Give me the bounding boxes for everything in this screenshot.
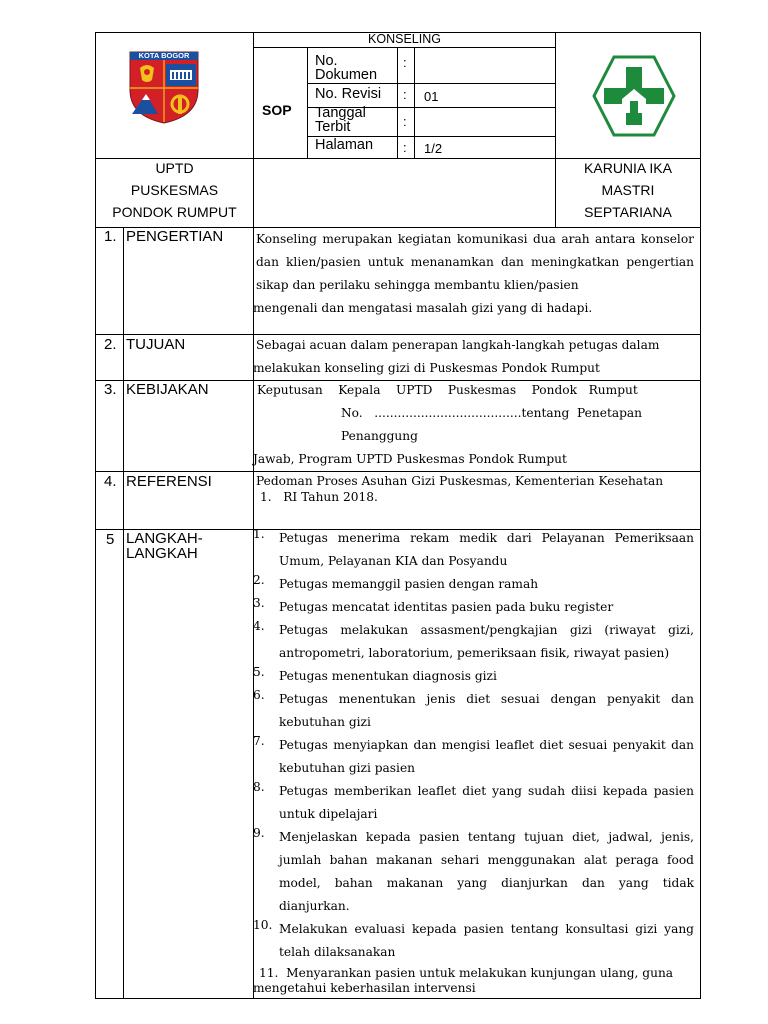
section-title-langkah: LANGKAH- LANGKAH [126, 530, 203, 562]
step-line: Melakukan evaluasi kepada pasien tentang konsultasi gizi yang [279, 922, 694, 936]
sop-label: SOP [262, 102, 292, 118]
section-number: 3. [104, 381, 117, 398]
step-item [253, 665, 694, 688]
referensi-text: Pedoman Proses Asuhan Gizi Puskesmas, Kementerian Kesehatan 1. RI Tahun 2018. [256, 474, 664, 504]
step-line: Petugas mencatat identitas pasien pada buku register [279, 600, 614, 614]
step-item [253, 573, 694, 596]
meta-label-tanggal: Tanggal Terbit [315, 105, 366, 135]
step-number: 6. [253, 688, 265, 702]
step-item [253, 688, 694, 734]
kota-bogor-emblem [128, 50, 200, 124]
step-line: jumlah bahan makanan sehari menggunakan alat peraga food [279, 853, 694, 867]
section-title-kebijakan: KEBIJAKAN [126, 381, 209, 398]
step-line: Petugas melakukan assasment/pengkajian gizi (riwayat gizi, [279, 623, 694, 637]
step-line: untuk dipelajari [279, 807, 378, 821]
section-title-pengertian: PENGERTIAN [126, 228, 224, 245]
step-line: kebutuhan gizi pasien [279, 761, 416, 775]
step-line: Petugas menentukan diagnosis gizi [279, 669, 497, 683]
section-number: 4. [104, 473, 117, 490]
step-line: Petugas menyiapkan dan mengisi leaflet diet sesuai penyakit dan [279, 738, 694, 752]
step-line: Umum, Pelayanan KIA dan Posyandu [279, 554, 508, 568]
pengertian-text: Konseling merupakan kegiatan komunikasi dua arah antara konselor dan klien/pasien untuk menanamkan dan meningkatkan pengertian sikap dan perilaku sehingga membantu klien/pasien mengenali dan mengatasi masalah gizi yang di hadapi. [253, 232, 694, 315]
step-line: Petugas menentukan jenis diet sesuai dengan penyakit dan [279, 692, 694, 706]
org-name: UPTD PUSKESMAS PONDOK RUMPUT [112, 160, 237, 220]
steps-list [253, 527, 694, 964]
step-line: Petugas memberikan leaflet diet yang sudah diisi kepada pasien [279, 784, 694, 798]
emblem-label: KOTA BOGOR [138, 51, 190, 60]
step-item [253, 734, 694, 780]
step-item [253, 918, 694, 964]
step-line: dianjurkan. [279, 899, 350, 913]
document-title: KONSELING [368, 32, 441, 46]
langkah-steps [253, 527, 694, 964]
step-line: Petugas memanggil pasien dengan ramah [279, 577, 539, 591]
step-number: 4. [253, 619, 265, 633]
signer-name: KARUNIA IKA MASTRI SEPTARIANA [584, 160, 672, 220]
step-number: 5. [253, 665, 265, 679]
section-number: 5 [106, 531, 115, 548]
section-title-tujuan: TUJUAN [126, 336, 186, 353]
step-item [253, 780, 694, 826]
step-number: 1. [253, 527, 265, 541]
tujuan-text: Sebagai acuan dalam penerapan langkah-langkah petugas dalam melakukan konseling gizi di Puskesmas Pondok Rumput [253, 338, 660, 375]
step-item [253, 596, 694, 619]
step-number: 10. [253, 918, 273, 932]
step-number: 2. [253, 573, 265, 587]
step-line: kebutuhan gizi [279, 715, 371, 729]
meta-value-halaman: 1/2 [424, 141, 443, 156]
section-number: 1. [104, 228, 117, 245]
step-line: Menjelaskan kepada pasien tentang tujuan diet, jadwal, jenis, [279, 830, 694, 844]
meta-value-revisi: 01 [424, 89, 439, 104]
step-line: antropometri, laboratorium, pemeriksaan fisik, riwayat pasien) [279, 646, 670, 660]
step-line: telah dilaksanakan [279, 945, 396, 959]
step-item [253, 619, 694, 665]
meta-label-revisi: No. Revisi [315, 86, 382, 102]
step-line: Petugas menerima rekam medik dari Pelayanan Pemeriksaan [279, 531, 694, 545]
step-11: 11. Menyarankan pasien untuk melakukan kunjungan ulang, guna mengetahui keberhasilan intervensi [253, 966, 674, 995]
step-number: 9. [253, 826, 265, 840]
step-item [253, 527, 694, 573]
step-number: 8. [253, 780, 265, 794]
step-number: 7. [253, 734, 265, 748]
meta-label-dokumen: No. Dokumen [315, 53, 378, 83]
step-item [253, 826, 694, 918]
meta-colon: : [403, 55, 407, 70]
meta-colon: : [403, 140, 407, 155]
step-number: 3. [253, 596, 265, 610]
step-line: model, bahan makanan yang dianjurkan dan yang tidak [279, 876, 694, 890]
meta-label-halaman: Halaman [315, 137, 374, 153]
kebijakan-text: Keputusan Kepala UPTD Puskesmas Pondok Rumput No. ......................................tentang Penetapan Penanggung Jawab, Program UPTD Puskesmas Pondok Rumput [253, 383, 643, 466]
section-title-referensi: REFERENSI [126, 473, 212, 490]
section-number: 2. [104, 336, 117, 353]
meta-colon: : [403, 114, 407, 129]
puskesmas-logo-icon [592, 55, 676, 137]
meta-colon: : [403, 87, 407, 102]
